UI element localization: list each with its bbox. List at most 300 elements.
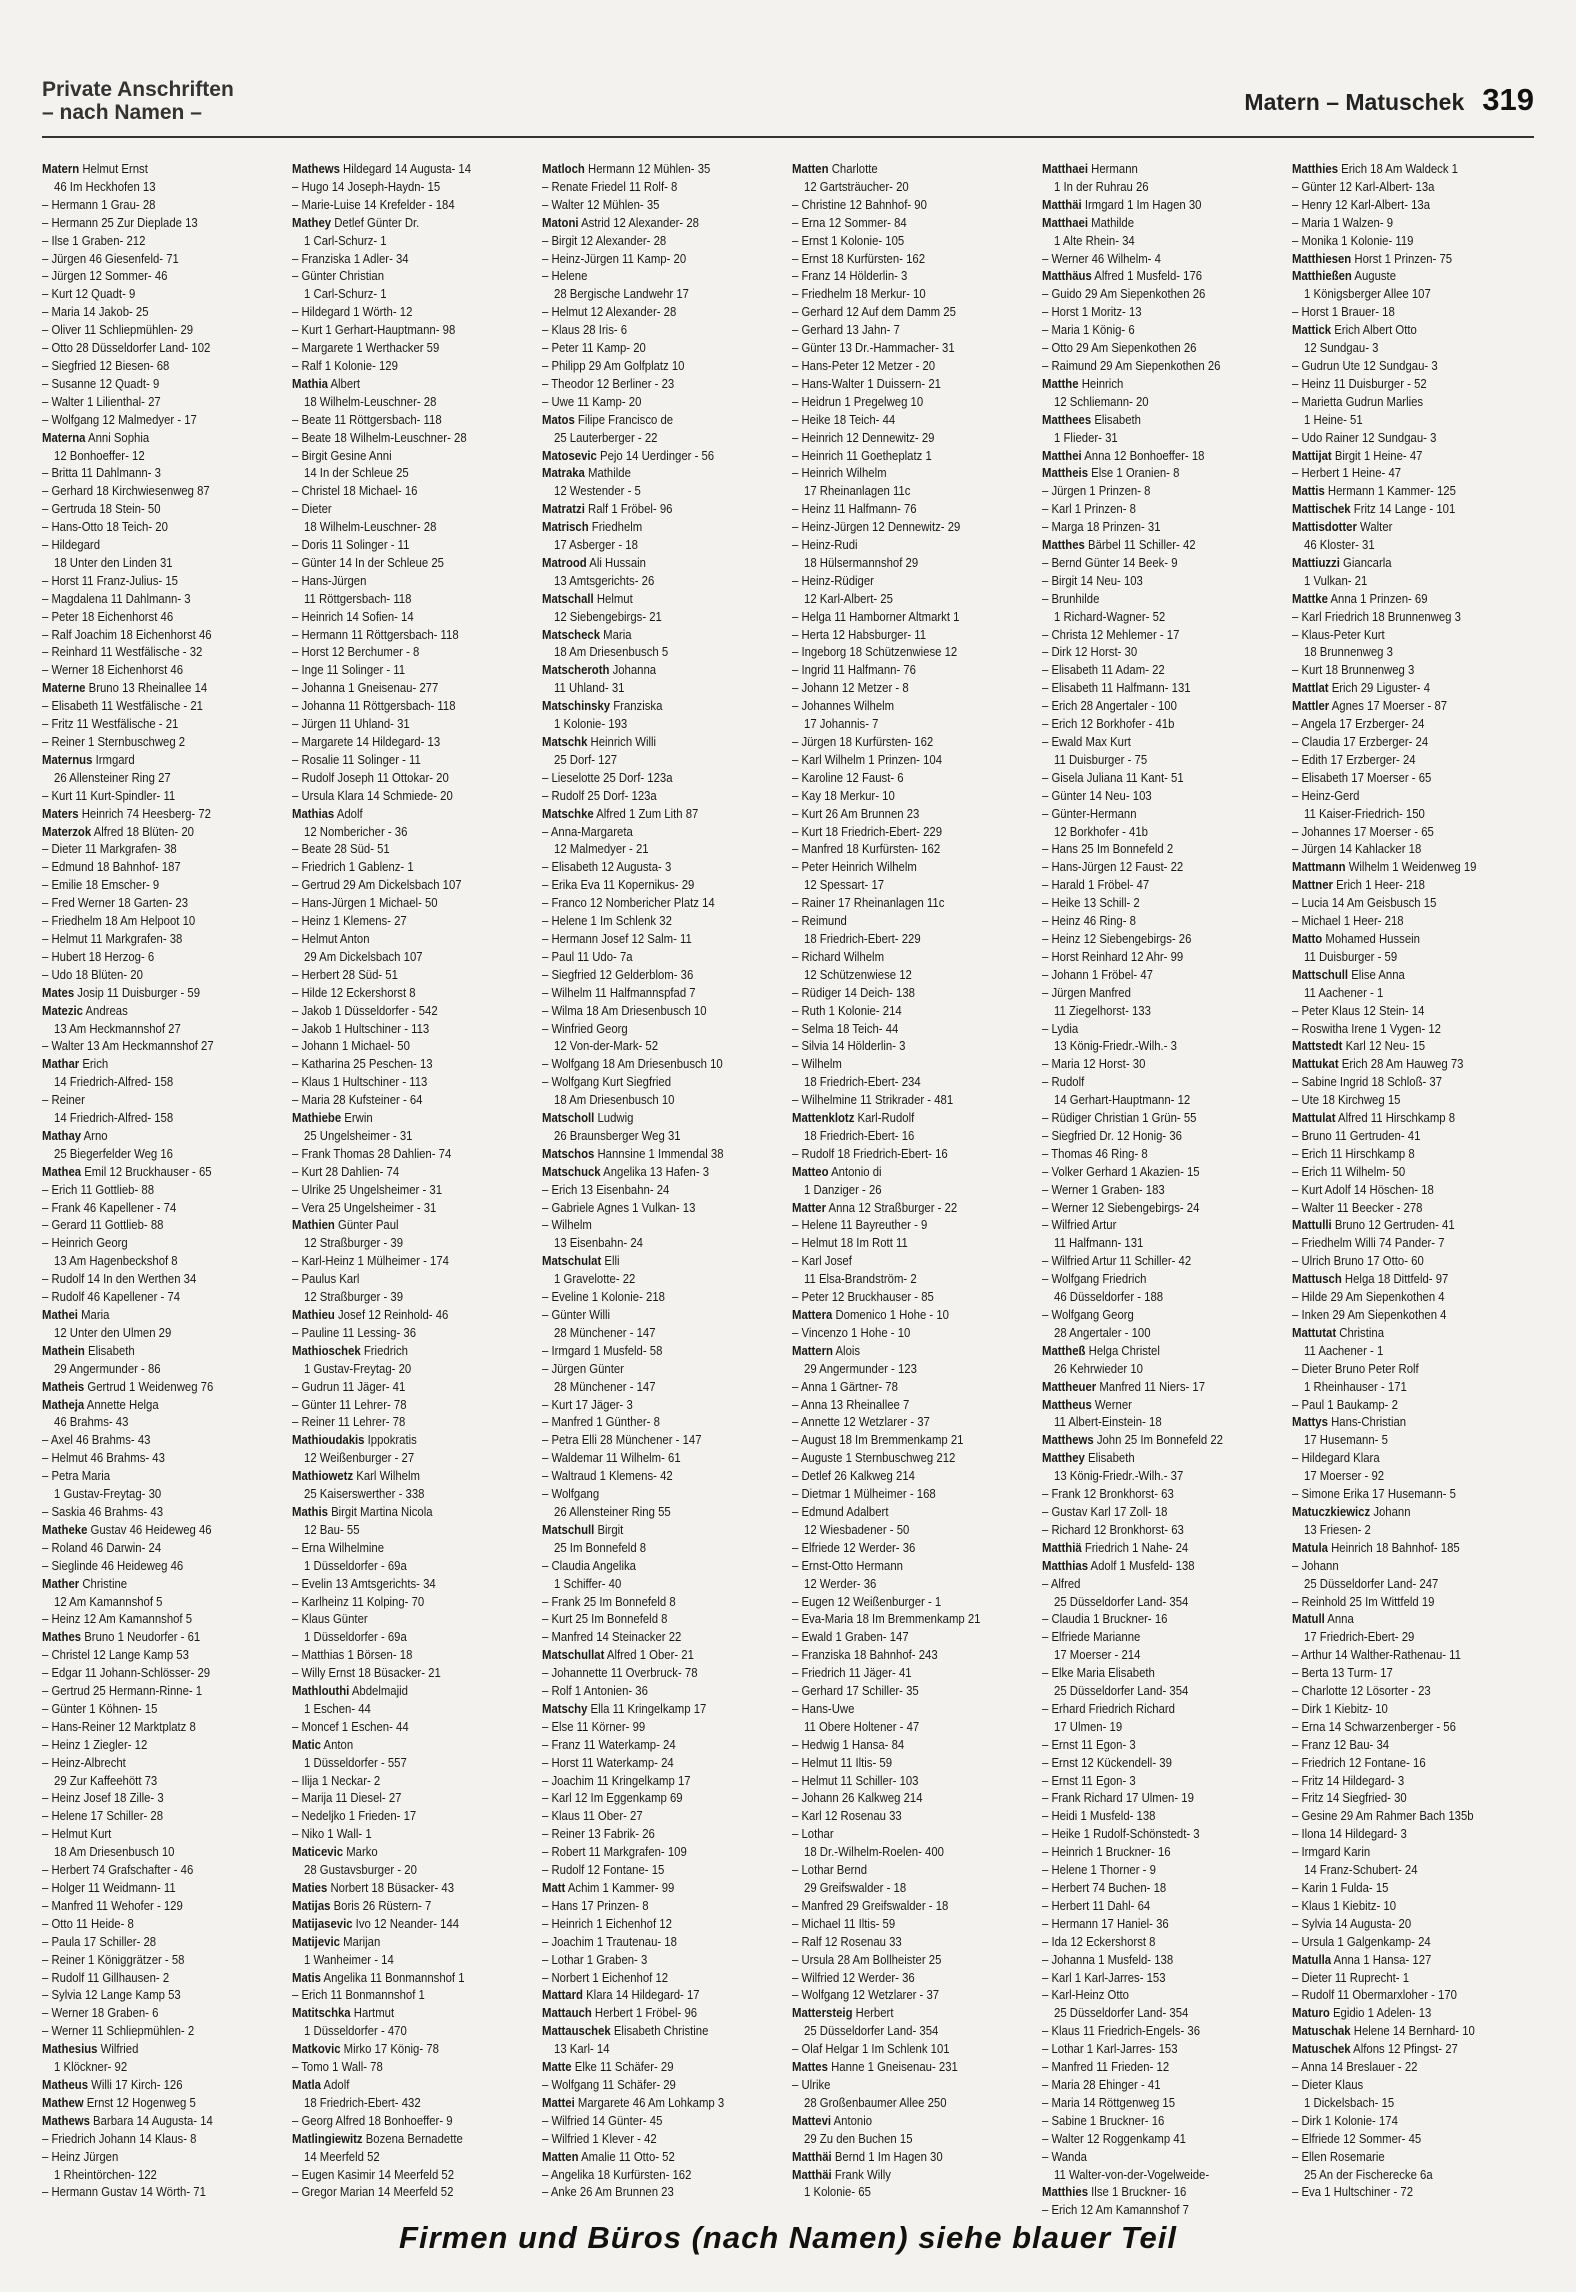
directory-entry: – Herta 12 Habsburger- 11: [792, 626, 927, 642]
directory-entry: 18 Friedrich-Ebert- 234: [804, 1074, 921, 1090]
directory-entry: 14 Meerfeld 52: [304, 2148, 380, 2164]
directory-entry: – Charlotte 12 Lösorter - 23: [1292, 1683, 1431, 1699]
directory-entry: 14 Friedrich-Alfred- 158: [54, 1110, 174, 1126]
directory-entry: – Ernst 11 Egon- 3: [1042, 1736, 1136, 1752]
directory-entry: – Heinz 11 Halfmann- 76: [792, 501, 917, 517]
directory-entry: – Wolfgang Georg: [1042, 1307, 1134, 1322]
directory-entry: – Ralf 1 Kolonie- 129: [292, 357, 398, 373]
directory-entry: – Hans-Walter 1 Duissern- 21: [792, 375, 941, 391]
directory-entry: – Heinrich 14 Sofien- 14: [292, 608, 414, 624]
directory-entry: Matoni Astrid 12 Alexander- 28: [542, 214, 699, 230]
directory-entry: – Karl Wilhelm 1 Prinzen- 104: [792, 751, 943, 767]
directory-entry: – Herbert 74 Buchen- 18: [1042, 1880, 1167, 1895]
directory-entry: – Heinz Jürgen: [42, 2148, 119, 2164]
directory-entry: Matraka Mathilde: [542, 465, 631, 481]
directory-entry: – Klaus-Peter Kurt: [1292, 626, 1385, 642]
directory-entry: – Paulus Karl: [292, 1271, 360, 1287]
directory-entry: Mathis Birgit Martina Nicola: [292, 1503, 433, 1519]
directory-column-3: [542, 160, 784, 2218]
directory-entry: – Werner 1 Graben- 183: [1042, 1181, 1165, 1197]
directory-entry: 13 Eisenbahn- 24: [554, 1235, 643, 1251]
directory-entry: 18 Friedrich-Ebert- 229: [804, 930, 921, 946]
directory-entry: – Rudolf 46 Kapellener - 74: [42, 1289, 181, 1305]
directory-entry: – Ernst 1 Kolonie- 105: [792, 232, 905, 248]
directory-entry: 29 Angermunder - 123: [804, 1360, 917, 1376]
directory-entry: – Inge 11 Solinger - 11: [292, 662, 406, 678]
directory-entry: Mattes Hanne 1 Gneisenau- 231: [792, 2059, 958, 2075]
directory-entry: – Wanda: [1042, 2148, 1087, 2164]
directory-entry: – Uwe 11 Kamp- 20: [542, 393, 642, 409]
directory-entry: – Werner 18 Eichenhorst 46: [42, 662, 184, 678]
directory-entry: – Frank 12 Bronkhorst- 63: [1042, 1486, 1174, 1502]
directory-entry: Mattern Alois: [792, 1342, 861, 1358]
directory-entry: – Anna 1 Gärtner- 78: [792, 1378, 898, 1394]
directory-entry: – Gerhard 18 Kirchwiesenweg 87: [42, 483, 210, 499]
directory-entry: – Friedhelm 18 Merkur- 10: [792, 286, 926, 302]
directory-entry: – Alfred: [1042, 1575, 1081, 1591]
directory-entry: 13 König-Friedr.-Wilh.- 3: [1054, 1038, 1177, 1054]
directory-entry: – Elisabeth 11 Westfälische - 21: [42, 698, 203, 714]
directory-entry: 1 Kolonie- 193: [554, 716, 628, 732]
directory-entry: – Heidrun 1 Pregelweg 10: [792, 393, 924, 409]
directory-entry: – Erich 13 Eisenbahn- 24: [542, 1181, 670, 1197]
directory-entry: – Gudrun 11 Jäger- 41: [292, 1378, 406, 1394]
directory-entry: Mathay Arno: [42, 1127, 108, 1143]
directory-entry: – Karl 12 Im Eggenkamp 69: [542, 1790, 683, 1806]
directory-entry: – Dieter: [292, 501, 332, 517]
directory-entry: – Rüdiger 14 Deich- 138: [792, 984, 915, 1000]
directory-entry: Matthiä Friedrich 1 Nahe- 24: [1042, 1539, 1189, 1555]
directory-entry: – Roland 46 Darwin- 24: [42, 1539, 162, 1555]
directory-entry: – Lothar 1 Karl-Jarres- 153: [1042, 2041, 1178, 2057]
directory-entry: – Dirk 1 Kolonie- 174: [1292, 2112, 1398, 2128]
directory-entry: – Erich 11 Hirschkamp 8: [1292, 1145, 1415, 1161]
directory-entry: – Heinz-Jürgen 11 Kamp- 20: [542, 250, 687, 266]
directory-entry: – Heinz Josef 18 Zille- 3: [42, 1790, 164, 1806]
directory-entry: – Wilhelm: [792, 1056, 842, 1072]
directory-entry: 25 An der Fischerecke 6a: [1304, 2166, 1433, 2182]
directory-entry: – Inken 29 Am Siepenkothen 4: [1292, 1307, 1447, 1322]
directory-entry: – Elfriede Marianne: [1042, 1629, 1141, 1645]
directory-entry: – Rüdiger Christian 1 Grün- 55: [1042, 1110, 1197, 1126]
directory-entry: Matschos Hannsine 1 Immendal 38: [542, 1145, 724, 1161]
directory-entry: – Ilse 1 Graben- 212: [42, 232, 146, 248]
directory-entry: – Marga 18 Prinzen- 31: [1042, 519, 1161, 535]
directory-entry: 11 Obere Holtener - 47: [804, 1718, 920, 1734]
directory-entry: – Hans-Peter 12 Metzer - 20: [792, 357, 936, 373]
directory-entry: 18 Am Driesenbusch 5: [554, 644, 669, 660]
directory-entry: – Walter 12 Mühlen- 35: [542, 196, 660, 212]
directory-entry: – Matthias 1 Börsen- 18: [292, 1647, 413, 1663]
directory-entry: Matte Elke 11 Schäfer- 29: [542, 2059, 674, 2075]
directory-entry: 1 Düsseldorfer - 557: [304, 1754, 407, 1770]
directory-entry: 17 Friedrich-Ebert- 29: [1304, 1629, 1415, 1645]
directory-entry: 25 Düsseldorfer Land- 354: [1054, 1593, 1189, 1609]
directory-entry: Mattusch Helga 18 Dittfeld- 97: [1292, 1271, 1449, 1287]
directory-entry: 17 Johannis- 7: [804, 716, 879, 732]
directory-entry: Matthias Adolf 1 Musfeld- 138: [1042, 1557, 1195, 1573]
directory-entry: – August 18 Im Bremmenkamp 21: [792, 1432, 964, 1448]
directory-entry: – Helene 1 Im Schlenk 32: [542, 913, 672, 929]
directory-entry: 13 Am Heckmannshof 27: [54, 1020, 181, 1036]
directory-entry: Matosevic Pejo 14 Uerdinger - 56: [542, 447, 715, 463]
directory-entry: 12 Straßburger - 39: [304, 1289, 404, 1305]
directory-entry: 12 Sundgau- 3: [1304, 340, 1379, 356]
directory-entry: 1 Richard-Wagner- 52: [1054, 608, 1166, 624]
directory-entry: – Arthur 14 Walther-Rathenau- 11: [1292, 1647, 1461, 1663]
directory-entry: Mattevi Antonio: [792, 2112, 873, 2128]
directory-entry: 25 Düsseldorfer Land- 247: [1304, 1575, 1439, 1591]
directory-entry: – Karin 1 Fulda- 15: [1292, 1880, 1389, 1895]
directory-entry: – Maria 12 Horst- 30: [1042, 1056, 1146, 1072]
directory-entry: Mates Josip 11 Duisburger - 59: [42, 984, 201, 1000]
directory-entry: – Maria 28 Ehinger - 41: [1042, 2076, 1161, 2092]
directory-entry: – Karl-Heinz Otto: [1042, 1987, 1129, 2003]
directory-entry: 25 Lauterberger - 22: [554, 429, 658, 445]
directory-entry: Mathiebe Erwin: [292, 1110, 373, 1126]
directory-entry: 1 Danziger - 26: [804, 1181, 882, 1197]
directory-entry: – Silvia 14 Hölderlin- 3: [792, 1038, 906, 1054]
directory-entry: Mattei Margarete 46 Am Lohkamp 3: [542, 2094, 725, 2110]
directory-entry: – Karlheinz 11 Kolping- 70: [292, 1593, 425, 1609]
directory-column-2: [292, 160, 534, 2218]
directory-entry: 29 Zu den Buchen 15: [804, 2130, 913, 2146]
directory-entry: – Annette 12 Wetzlarer - 37: [792, 1414, 930, 1430]
directory-entry: – Frank Thomas 28 Dahlien- 74: [292, 1145, 452, 1161]
directory-entry: – Hermann 17 Haniel- 36: [1042, 1915, 1169, 1931]
directory-entry: – Rudolf 14 In den Werthen 34: [42, 1271, 197, 1287]
directory-entry: – Horst 1 Moritz- 13: [1042, 304, 1142, 320]
directory-entry: Mathei Maria: [42, 1307, 110, 1322]
directory-entry: – Tomo 1 Wall- 78: [292, 2059, 383, 2075]
directory-entry: – Johann: [1292, 1557, 1339, 1573]
directory-entry: – Rudolf 25 Dorf- 123a: [542, 787, 657, 803]
directory-entry: – Ingeborg 18 Schützenwiese 12: [792, 644, 958, 660]
directory-entry: – Gertruda 18 Stein- 50: [42, 501, 161, 517]
directory-entry: – Wolfgang 12 Malmedyer - 17: [42, 411, 197, 427]
directory-entry: Mattulli Bruno 12 Gertruden- 41: [1292, 1217, 1455, 1233]
directory-entry: Mathias Adolf: [292, 805, 363, 821]
directory-entry: – Klaus 1 Hultschiner - 113: [292, 1074, 428, 1090]
directory-entry: – Wolfgang Kurt Siegfried: [542, 1074, 672, 1090]
directory-entry: 28 Münchener - 147: [554, 1324, 656, 1340]
directory-entry: 12 Spessart- 17: [804, 877, 885, 893]
directory-entry: – Heinz-Jürgen 12 Dennewitz- 29: [792, 519, 961, 535]
directory-entry: – Detlef 26 Kalkweg 214: [792, 1468, 915, 1484]
directory-entry: – Reiner 11 Lehrer- 78: [292, 1414, 406, 1430]
directory-entry: – Walter 1 Lilienthal- 27: [42, 393, 161, 409]
directory-entry: – Kurt 26 Am Brunnen 23: [792, 805, 920, 821]
directory-entry: 18 Dr.-Wilhelm-Roelen- 400: [804, 1844, 944, 1860]
directory-entry: – Herbert 28 Süd- 51: [292, 966, 398, 982]
directory-entry: 11 Duisburger - 59: [1304, 948, 1398, 964]
directory-entry: 14 Franz-Schubert- 24: [1304, 1862, 1418, 1878]
directory-entry: – Rudolf: [1042, 1074, 1085, 1090]
directory-entry: – Angelika 18 Kurfürsten- 162: [542, 2166, 692, 2182]
directory-entry: – Heidi 1 Musfeld- 138: [1042, 1808, 1156, 1824]
directory-entry: Matula Heinrich 18 Bahnhof- 185: [1292, 1539, 1460, 1555]
directory-entry: Matlingiewitz Bozena Bernadette: [292, 2130, 463, 2146]
directory-entry: – Joachim 11 Kringelkamp 17: [542, 1772, 691, 1788]
directory-entry: – Jürgen 46 Giesenfeld- 71: [42, 250, 179, 266]
directory-entry: Matthaei Mathilde: [1042, 214, 1135, 230]
directory-entry: 25 Im Bonnefeld 8: [554, 1539, 647, 1555]
directory-entry: – Heinz 12 Am Kamannshof 5: [42, 1611, 193, 1627]
directory-entry: – Hildegard 1 Wörth- 12: [292, 304, 413, 320]
directory-entry: – Edmund Adalbert: [792, 1503, 889, 1519]
directory-entry: – Johanna 1 Musfeld- 138: [1042, 1951, 1174, 1967]
directory-entry: – Walter 12 Roggenkamp 41: [1042, 2130, 1186, 2146]
directory-entry: – Heinz 46 Ring- 8: [1042, 913, 1136, 929]
directory-entry: – Hermann Josef 12 Salm- 11: [542, 930, 692, 946]
directory-entry: – Jakob 1 Düsseldorfer - 542: [292, 1002, 438, 1018]
directory-entry: – Philipp 29 Am Golfplatz 10: [542, 357, 685, 373]
directory-entry: 13 Karl- 14: [554, 2041, 610, 2057]
directory-entry: 26 Allensteiner Ring 55: [554, 1503, 671, 1519]
directory-entry: 26 Kehrwieder 10: [1054, 1360, 1143, 1376]
directory-entry: – Karl 12 Rosenau 33: [792, 1808, 902, 1824]
directory-entry: – Hermann 11 Röttgersbach- 118: [292, 626, 459, 642]
directory-entry: 29 Angermunder - 86: [54, 1360, 161, 1376]
directory-entry: – Reiner 1 Königgrätzer - 58: [42, 1951, 185, 1967]
directory-entry: – Manfred 11 Frieden- 12: [1042, 2059, 1170, 2075]
directory-entry: 13 König-Friedr.-Wilh.- 37: [1054, 1468, 1184, 1484]
directory-entry: – Harald 1 Fröbel- 47: [1042, 877, 1150, 893]
directory-entry: Mathesius Wilfried: [42, 2041, 139, 2057]
directory-entry: 18 Friedrich-Ebert- 432: [304, 2094, 421, 2110]
directory-entry: 12 Karl-Albert- 25: [804, 590, 893, 606]
directory-entry: – Helga 11 Hamborner Altmarkt 1: [792, 608, 960, 624]
directory-entry: 11 Uhland- 31: [554, 680, 625, 696]
directory-entry: Mattler Agnes 17 Moerser - 87: [1292, 698, 1448, 714]
directory-entry: – Franz 14 Hölderlin- 3: [792, 268, 908, 284]
directory-entry: Matijasevic Ivo 12 Neander- 144: [292, 1915, 460, 1931]
directory-entry: Matulla Anna 1 Hansa- 127: [1292, 1951, 1432, 1967]
directory-entry: 29 Greifswalder - 18: [804, 1880, 907, 1895]
directory-entry: – Simone Erika 17 Husemann- 5: [1292, 1486, 1456, 1502]
directory-entry: Mathea Emil 12 Bruckhauser - 65: [42, 1163, 212, 1179]
directory-entry: Mathiowetz Karl Wilhelm: [292, 1468, 420, 1484]
directory-entry: – Jürgen 12 Sommer- 46: [42, 268, 168, 284]
directory-entry: – Helmut 11 Markgrafen- 38: [42, 930, 183, 946]
directory-entry: 12 Malmedyer - 21: [554, 841, 649, 857]
header-rule: [42, 136, 1534, 138]
directory-entry: Mathlouthi Abdelmajid: [292, 1683, 408, 1699]
directory-entry: – Anke 26 Am Brunnen 23: [542, 2184, 674, 2200]
directory-entry: – Erich 28 Angertaler - 100: [1042, 698, 1177, 714]
directory-entry: – Hermann 1 Grau- 28: [42, 196, 156, 212]
directory-entry: – Helmut 12 Alexander- 28: [542, 304, 677, 320]
directory-entry: – Christel 18 Michael- 16: [292, 483, 418, 499]
directory-entry: 12 Westender - 5: [554, 483, 641, 499]
directory-entry: – Gerhard 17 Schiller- 35: [792, 1683, 919, 1699]
directory-entry: – Heinz-Rudi: [792, 537, 858, 553]
directory-entry: Matic Anton: [292, 1736, 354, 1752]
directory-entry: Maties Norbert 18 Büsacker- 43: [292, 1880, 455, 1895]
directory-entry: Maters Heinrich 74 Heesberg- 72: [42, 805, 211, 821]
directory-entry: – Kurt 11 Kurt-Spindler- 11: [42, 787, 176, 803]
directory-entry: – Herbert 1 Heine- 47: [1292, 465, 1402, 481]
directory-entry: Matthees Elisabeth: [1042, 411, 1141, 427]
directory-entry: – Hugo 14 Joseph-Haydn- 15: [292, 178, 441, 194]
directory-entry: – Heinrich Georg: [42, 1235, 128, 1251]
directory-entry: – Wolfgang: [542, 1486, 600, 1502]
directory-entry: Maticevic Marko: [292, 1844, 378, 1860]
directory-entry: – Gustav Karl 17 Zoll- 18: [1042, 1503, 1168, 1519]
directory-entry: 28 Münchener - 147: [554, 1378, 656, 1394]
directory-entry: – Maria 1 Walzen- 9: [1292, 214, 1394, 230]
directory-entry: Mattera Domenico 1 Hohe - 10: [792, 1307, 949, 1322]
directory-entry: Matschinsky Franziska: [542, 698, 663, 714]
directory-entry: 13 Amtsgerichts- 26: [554, 572, 655, 588]
directory-entry: – Renate Friedel 11 Rolf- 8: [542, 178, 678, 194]
directory-entry: – Ursula 1 Galgenkamp- 24: [1292, 1933, 1431, 1949]
directory-entry: Mattstedt Karl 12 Neu- 15: [1292, 1038, 1426, 1054]
directory-entry: – Saskia 46 Brahms- 43: [42, 1503, 164, 1519]
directory-columns: [42, 160, 1534, 2218]
directory-entry: – Paula 17 Schiller- 28: [42, 1933, 157, 1949]
directory-entry: Matscholl Ludwig: [542, 1110, 634, 1126]
directory-entry: Mathes Bruno 1 Neudorfer - 61: [42, 1629, 201, 1645]
page-header: [42, 78, 1534, 140]
directory-entry: 11 Aachener - 1: [1304, 984, 1384, 1000]
directory-entry: Matuczkiewicz Johann: [1292, 1503, 1411, 1519]
directory-entry: – Magdalena 11 Dahlmann- 3: [42, 590, 191, 606]
directory-entry: – Sabine 1 Bruckner- 16: [1042, 2112, 1165, 2128]
directory-entry: – Siegfried 12 Gelderblom- 36: [542, 966, 694, 982]
directory-entry: 25 Kaiserswerther - 338: [304, 1486, 425, 1502]
directory-entry: Mathey Detlef Günter Dr.: [292, 214, 420, 230]
directory-entry: 1 Rheinhauser - 171: [1304, 1378, 1407, 1394]
directory-entry: – Robert 11 Markgrafen- 109: [542, 1844, 687, 1860]
directory-entry: – Walter 11 Beecker - 278: [1292, 1199, 1423, 1215]
directory-entry: 25 Ungelsheimer - 31: [304, 1127, 413, 1143]
directory-entry: – Horst 12 Berchumer - 8: [292, 644, 420, 660]
directory-entry: – Waltraud 1 Klemens- 42: [542, 1468, 673, 1484]
directory-entry: – Thomas 46 Ring- 8: [1042, 1145, 1148, 1161]
directory-entry: – Angela 17 Erzberger- 24: [1292, 716, 1425, 732]
directory-entry: Matschulat Elli: [542, 1253, 620, 1269]
directory-entry: Matijevic Marijan: [292, 1933, 381, 1949]
directory-entry: 1 Kolonie- 65: [804, 2184, 871, 2200]
directory-entry: – Rudolf Joseph 11 Ottokar- 20: [292, 769, 449, 785]
directory-entry: – Günter Christian: [292, 268, 385, 284]
directory-entry: – Ulrich Bruno 17 Otto- 60: [1292, 1253, 1424, 1269]
directory-entry: – Johann 1 Michael- 50: [292, 1038, 410, 1054]
directory-entry: – Kurt 12 Quadt- 9: [42, 286, 136, 302]
directory-entry: 25 Düsseldorfer Land- 354: [1054, 2005, 1189, 2021]
directory-entry: – Dirk 1 Kiebitz- 10: [1292, 1700, 1388, 1716]
directory-entry: Matloch Hermann 12 Mühlen- 35: [542, 161, 711, 176]
directory-entry: – Peter 11 Kamp- 20: [542, 340, 646, 356]
directory-entry: – Dieter Bruno Peter Rolf: [1292, 1360, 1419, 1376]
directory-entry: – Jürgen 14 Kahlacker 18: [1292, 841, 1422, 857]
directory-entry: – Marie-Luise 14 Krefelder - 184: [292, 196, 455, 212]
directory-entry: – Dieter 11 Ruprecht- 1: [1292, 1969, 1410, 1985]
directory-entry: 1 Wanheimer - 14: [304, 1951, 394, 1967]
directory-entry: 1 Carl-Schurz- 1: [304, 286, 387, 302]
directory-entry: – Wilhelmine 11 Strikrader - 481: [792, 1092, 954, 1108]
directory-entry: – Helmut 46 Brahms- 43: [42, 1450, 165, 1466]
directory-entry: 17 Ulmen- 19: [1054, 1718, 1123, 1734]
directory-entry: 11 Halfmann- 131: [1054, 1235, 1144, 1251]
directory-entry: Matrood Ali Hussain: [542, 554, 646, 570]
directory-entry: 1 Vulkan- 21: [1304, 572, 1368, 588]
directory-entry: Matull Anna: [1292, 1611, 1354, 1627]
directory-entry: – Christel 12 Lange Kamp 53: [42, 1647, 189, 1663]
directory-entry: – Johanna 1 Gneisenau- 277: [292, 680, 439, 696]
directory-entry: Matthäi Bernd 1 Im Hagen 30: [792, 2148, 943, 2164]
directory-entry: – Johanna 11 Röttgersbach- 118: [292, 698, 456, 714]
directory-entry: Matla Adolf: [292, 2076, 350, 2092]
directory-entry: – Günter Willi: [542, 1307, 611, 1322]
directory-entry: – Emilie 18 Emscher- 9: [42, 877, 160, 893]
directory-entry: – Holger 11 Weidmann- 11: [42, 1880, 176, 1895]
directory-entry: Mathein Elisabeth: [42, 1342, 135, 1358]
directory-entry: – Michael 1 Heer- 218: [1292, 913, 1404, 929]
directory-entry: Mattner Erich 1 Heer- 218: [1292, 877, 1425, 893]
directory-entry: – Klaus 28 Iris- 6: [542, 322, 628, 338]
directory-entry: 17 Moerser - 214: [1054, 1647, 1141, 1663]
directory-entry: – Franz 12 Bau- 34: [1292, 1736, 1390, 1752]
directory-entry: – Kurt Adolf 14 Höschen- 18: [1292, 1181, 1434, 1197]
directory-entry: Mattick Erich Albert Otto: [1292, 322, 1417, 338]
directory-entry: – Irmgard Karin: [1292, 1844, 1371, 1860]
directory-entry: – Doris 11 Solinger - 11: [292, 537, 410, 553]
directory-entry: Mather Christine: [42, 1575, 128, 1591]
directory-entry: – Eugen 12 Weißenburger - 1: [792, 1593, 942, 1609]
directory-entry: – Selma 18 Teich- 44: [792, 1020, 899, 1036]
directory-entry: Mathioschek Friedrich: [292, 1342, 408, 1358]
directory-entry: – Erna 12 Sommer- 84: [792, 214, 907, 230]
directory-entry: – Erich 12 Am Kamannshof 7: [1042, 2202, 1189, 2218]
directory-entry: 11 Röttgersbach- 118: [304, 590, 412, 606]
directory-entry: – Hedwig 1 Hansa- 84: [792, 1736, 905, 1752]
directory-entry: – Peter 18 Eichenhorst 46: [42, 608, 174, 624]
directory-entry: Mattauch Herbert 1 Fröbel- 96: [542, 2005, 698, 2021]
directory-entry: – Birgit 12 Alexander- 28: [542, 232, 667, 248]
directory-entry: – Franz 11 Waterkamp- 24: [542, 1736, 676, 1752]
directory-entry: – Rudolf 12 Fontane- 15: [542, 1862, 665, 1878]
name-range: Matern – Matuschek: [1244, 89, 1465, 115]
directory-entry: – Reinhold 25 Im Wittfeld 19: [1292, 1593, 1435, 1609]
directory-entry: – Vera 25 Ungelsheimer - 31: [292, 1199, 437, 1215]
directory-entry: 18 Hülsermannshof 29: [804, 554, 919, 570]
directory-entry: Matuschak Helene 14 Bernhard- 10: [1292, 2023, 1475, 2039]
directory-entry: Matheus Willi 17 Kirch- 126: [42, 2076, 183, 2092]
directory-entry: – Johannes 17 Moerser - 65: [1292, 823, 1434, 839]
directory-entry: – Willy Ernst 18 Büsacker- 21: [292, 1665, 441, 1681]
directory-entry: – Erich 11 Bonmannshof 1: [292, 1987, 425, 2003]
directory-entry: – Sylvia 14 Augusta- 20: [1292, 1915, 1412, 1931]
directory-entry: Matteo Antonio di: [792, 1163, 882, 1179]
directory-entry: – Otto 29 Am Siepenkothen 26: [1042, 340, 1197, 356]
directory-entry: – Günter 13 Dr.-Hammacher- 31: [792, 340, 955, 356]
directory-entry: – Dieter 11 Markgrafen- 38: [42, 841, 177, 857]
directory-entry: – Otto 11 Heide- 8: [42, 1915, 134, 1931]
directory-entry: – Otto 28 Düsseldorfer Land- 102: [42, 340, 211, 356]
directory-entry: – Eva-Maria 18 Im Bremmenkamp 21: [792, 1611, 981, 1627]
directory-entry: 1 In der Ruhrau 26: [1054, 178, 1149, 194]
directory-entry: Matschk Heinrich Willi: [542, 734, 657, 749]
directory-entry: – Gudrun Ute 12 Sundgau- 3: [1292, 357, 1438, 373]
directory-entry: – Rudolf 11 Obermarxloher - 170: [1292, 1987, 1457, 2003]
directory-entry: – Lothar: [792, 1826, 834, 1842]
directory-entry: – Dietmar 1 Mülheimer - 168: [792, 1486, 936, 1502]
directory-entry: 12 Schützenwiese 12: [804, 966, 912, 982]
directory-entry: – Franco 12 Nombericher Platz 14: [542, 895, 715, 911]
directory-entry: – Margarete 1 Werthacker 59: [292, 340, 440, 356]
